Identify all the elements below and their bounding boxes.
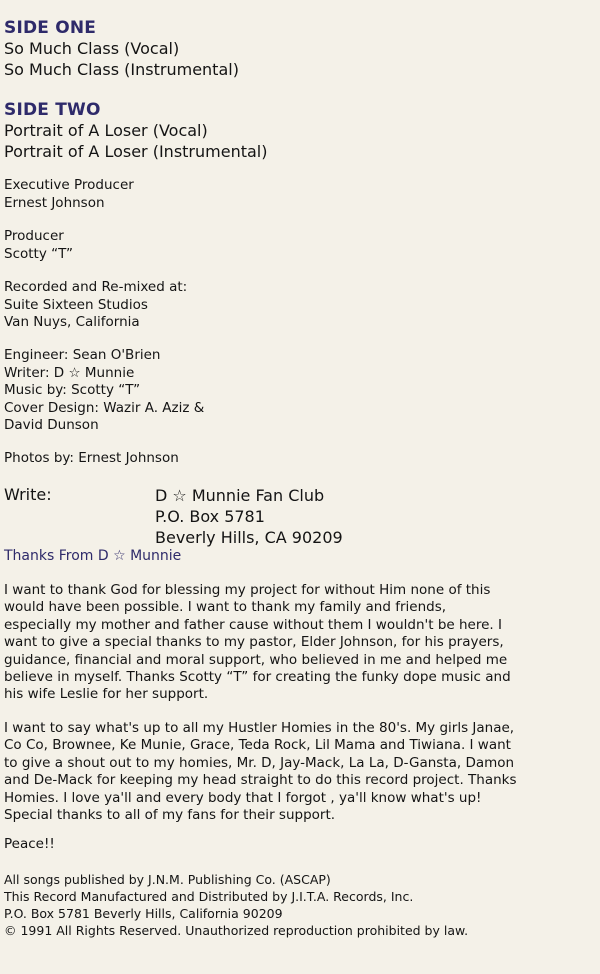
executive-producer-label: Executive Producer xyxy=(4,177,134,193)
producer-name: Scotty “T” xyxy=(4,245,74,262)
side-one-section xyxy=(4,18,239,80)
paragraph-line: I want to say what's up to all my Hustler Homies in the 80's. My girls Janae, xyxy=(4,720,515,736)
executive-producer-name: Ernest Johnson xyxy=(4,194,105,211)
side-one-track-2: So Much Class (Instrumental) xyxy=(4,60,239,79)
engineer-credit: Engineer: Sean O'Brien xyxy=(4,347,161,363)
paragraph-line: Co Co, Brownee, Ke Munie, Grace, Teda Rock, Lil Mama and Tiwiana. I want xyxy=(4,737,511,754)
producer-credit xyxy=(4,228,73,263)
publishing-line: All songs published by J.N.M. Publishing Co. (ASCAP) xyxy=(4,872,331,887)
address-line-1: D ☆ Munnie Fan Club xyxy=(155,486,325,505)
peace-signoff xyxy=(4,836,55,854)
paragraph-line: guidance, financial and moral support, who believed in me and helped me xyxy=(4,651,508,668)
thanks-paragraph-2 xyxy=(4,720,598,824)
recorded-location: Van Nuys, California xyxy=(4,314,140,330)
write-label: Write: xyxy=(4,485,52,504)
paragraph-line: especially my mother and father cause without them I wouldn't be here. I xyxy=(4,616,502,633)
thanks-title: Thanks From D ☆ Munnie xyxy=(4,548,182,564)
producer-label: Producer xyxy=(4,228,64,244)
peace-text: Peace!! xyxy=(4,836,55,852)
recorded-label: Recorded and Re-mixed at: xyxy=(4,279,188,295)
music-credit: Music by: Scotty “T” xyxy=(4,382,141,398)
recorded-studio: Suite Sixteen Studios xyxy=(4,296,148,313)
side-one-track-1: So Much Class (Vocal) xyxy=(4,39,180,58)
paragraph-line: believe in myself. Thanks Scotty “T” for creating the funky dope music and xyxy=(4,669,511,686)
cover-design-credit-cont: David Dunson xyxy=(4,417,99,433)
cover-design-credit: Cover Design: Wazir A. Aziz & xyxy=(4,399,205,416)
side-two-heading: SIDE TWO xyxy=(4,100,101,120)
label-address-line: P.O. Box 5781 Beverly Hills, California 90209 xyxy=(4,906,283,921)
paragraph-line: to give a shout out to my homies, Mr. D, Jay-Mack, La La, D-Gansta, Damon xyxy=(4,754,515,771)
paragraph-line: and De-Mack for keeping my head straight to do this record project. Thanks xyxy=(4,772,517,789)
credits-list xyxy=(4,347,204,435)
fine-print xyxy=(4,871,468,939)
thanks-paragraph-1 xyxy=(4,582,598,704)
side-two-track-1: Portrait of A Loser (Vocal) xyxy=(4,121,208,140)
photos-credit xyxy=(4,450,179,468)
address-line-2: P.O. Box 5781 xyxy=(155,507,265,526)
side-one-heading: SIDE ONE xyxy=(4,18,97,38)
distribution-line: This Record Manufactured and Distributed by J.I.T.A. Records, Inc. xyxy=(4,889,414,904)
fan-club-address xyxy=(155,485,343,548)
paragraph-line: Special thanks to all of my fans for their support. xyxy=(4,807,336,824)
copyright-line: © 1991 All Rights Reserved. Unauthorized reproduction prohibited by law. xyxy=(4,923,469,938)
side-two-section xyxy=(4,100,267,162)
executive-producer-credit xyxy=(4,177,134,212)
photos-line: Photos by: Ernest Johnson xyxy=(4,450,179,466)
paragraph-line: want to give a special thanks to my pastor, Elder Johnson, for his prayers, xyxy=(4,634,504,651)
recorded-credit xyxy=(4,279,187,332)
paragraph-line: Homies. I love ya'll and every body that I forgot , ya'll know what's up! xyxy=(4,789,482,806)
address-line-3: Beverly Hills, CA 90209 xyxy=(155,528,343,547)
paragraph-line: his wife Leslie for her support. xyxy=(4,686,209,703)
writer-credit: Writer: D ☆ Munnie xyxy=(4,364,135,381)
paragraph-line: I want to thank God for blessing my project for without Him none of this xyxy=(4,582,491,598)
paragraph-line: would have been possible. I want to thank my family and friends, xyxy=(4,599,447,616)
thanks-heading xyxy=(4,547,181,565)
side-two-track-2: Portrait of A Loser (Instrumental) xyxy=(4,142,268,161)
